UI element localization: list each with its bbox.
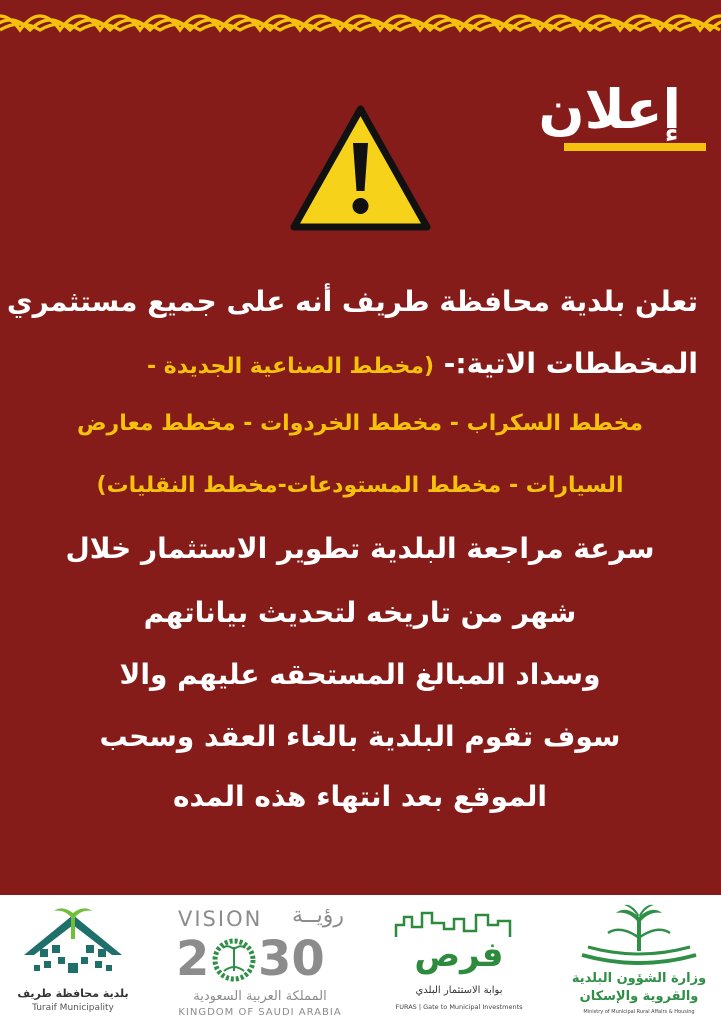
vision-year-2: 2 xyxy=(176,931,210,987)
saudi-emblem-icon xyxy=(212,935,256,985)
line-2-highlight: (مخطط الصناعية الجديدة - xyxy=(147,354,435,379)
body-line-4: سوف تقوم البلدية بالغاء العقد وسحب xyxy=(99,720,621,753)
turaif-arabic-name: بلدية محافظة طريف xyxy=(17,987,129,1000)
kingdom-english: KINGDOM OF SAUDI ARABIA xyxy=(178,1007,342,1018)
title-underline xyxy=(564,143,706,151)
furas-logo xyxy=(392,903,526,1019)
body-line-2: شهر من تاريخه لتحديث بياناتهم xyxy=(143,596,577,629)
warning-triangle-icon xyxy=(289,103,432,233)
furas-subtitle-arabic: بوابة الاستثمار البلدي xyxy=(415,985,503,996)
top-decorative-border xyxy=(0,0,721,36)
furas-arabic: فرص xyxy=(414,935,504,975)
announcement-line-3: مخطط السكراب - مخطط الخردوات - مخطط معارض xyxy=(76,411,644,436)
ministry-arabic-line-2: والقروية والإسكان xyxy=(579,989,699,1004)
announcement-line-4: السيارات - مخطط المستودعات-مخطط النقليات) xyxy=(96,473,624,498)
ministry-arabic-line-1: وزارة الشؤون البلدية xyxy=(571,971,707,986)
vision-year-30: 30 xyxy=(258,931,325,987)
vision-2030-logo xyxy=(172,903,348,1019)
turaif-emblem-icon xyxy=(14,903,132,979)
body-line-3: وسداد المبالغ المستحقه عليهم والا xyxy=(119,658,601,691)
vision-english: VISION xyxy=(178,907,263,931)
body-line-5: الموقع بعد انتهاء هذه المده xyxy=(173,780,547,813)
turaif-municipality-logo xyxy=(14,903,132,1019)
vision-arabic: رؤيــة xyxy=(291,903,344,928)
body-line-1: سرعة مراجعة البلدية تطوير الاستثمار خلال xyxy=(65,532,655,565)
line-2-prefix: المخططات الاتية:- xyxy=(443,347,698,380)
announcement-title: إعلان xyxy=(538,78,681,141)
palm-swords-emblem-icon xyxy=(568,903,710,965)
ministry-english: Ministry of Municipal Rural Affairs & Housing xyxy=(583,1009,695,1015)
kingdom-arabic: المملكة العربية السعودية xyxy=(193,989,327,1004)
logo-footer xyxy=(0,895,721,1024)
turaif-english-name: Turaif Municipality xyxy=(32,1003,114,1013)
ministry-logo xyxy=(568,903,710,1019)
announcement-line-1: تعلن بلدية محافظة طريف أنه على جميع مستثمري xyxy=(6,285,698,318)
announcement-line-2 xyxy=(22,342,698,389)
furas-english: FURAS | Gate to Municipal Investments xyxy=(395,1003,523,1011)
